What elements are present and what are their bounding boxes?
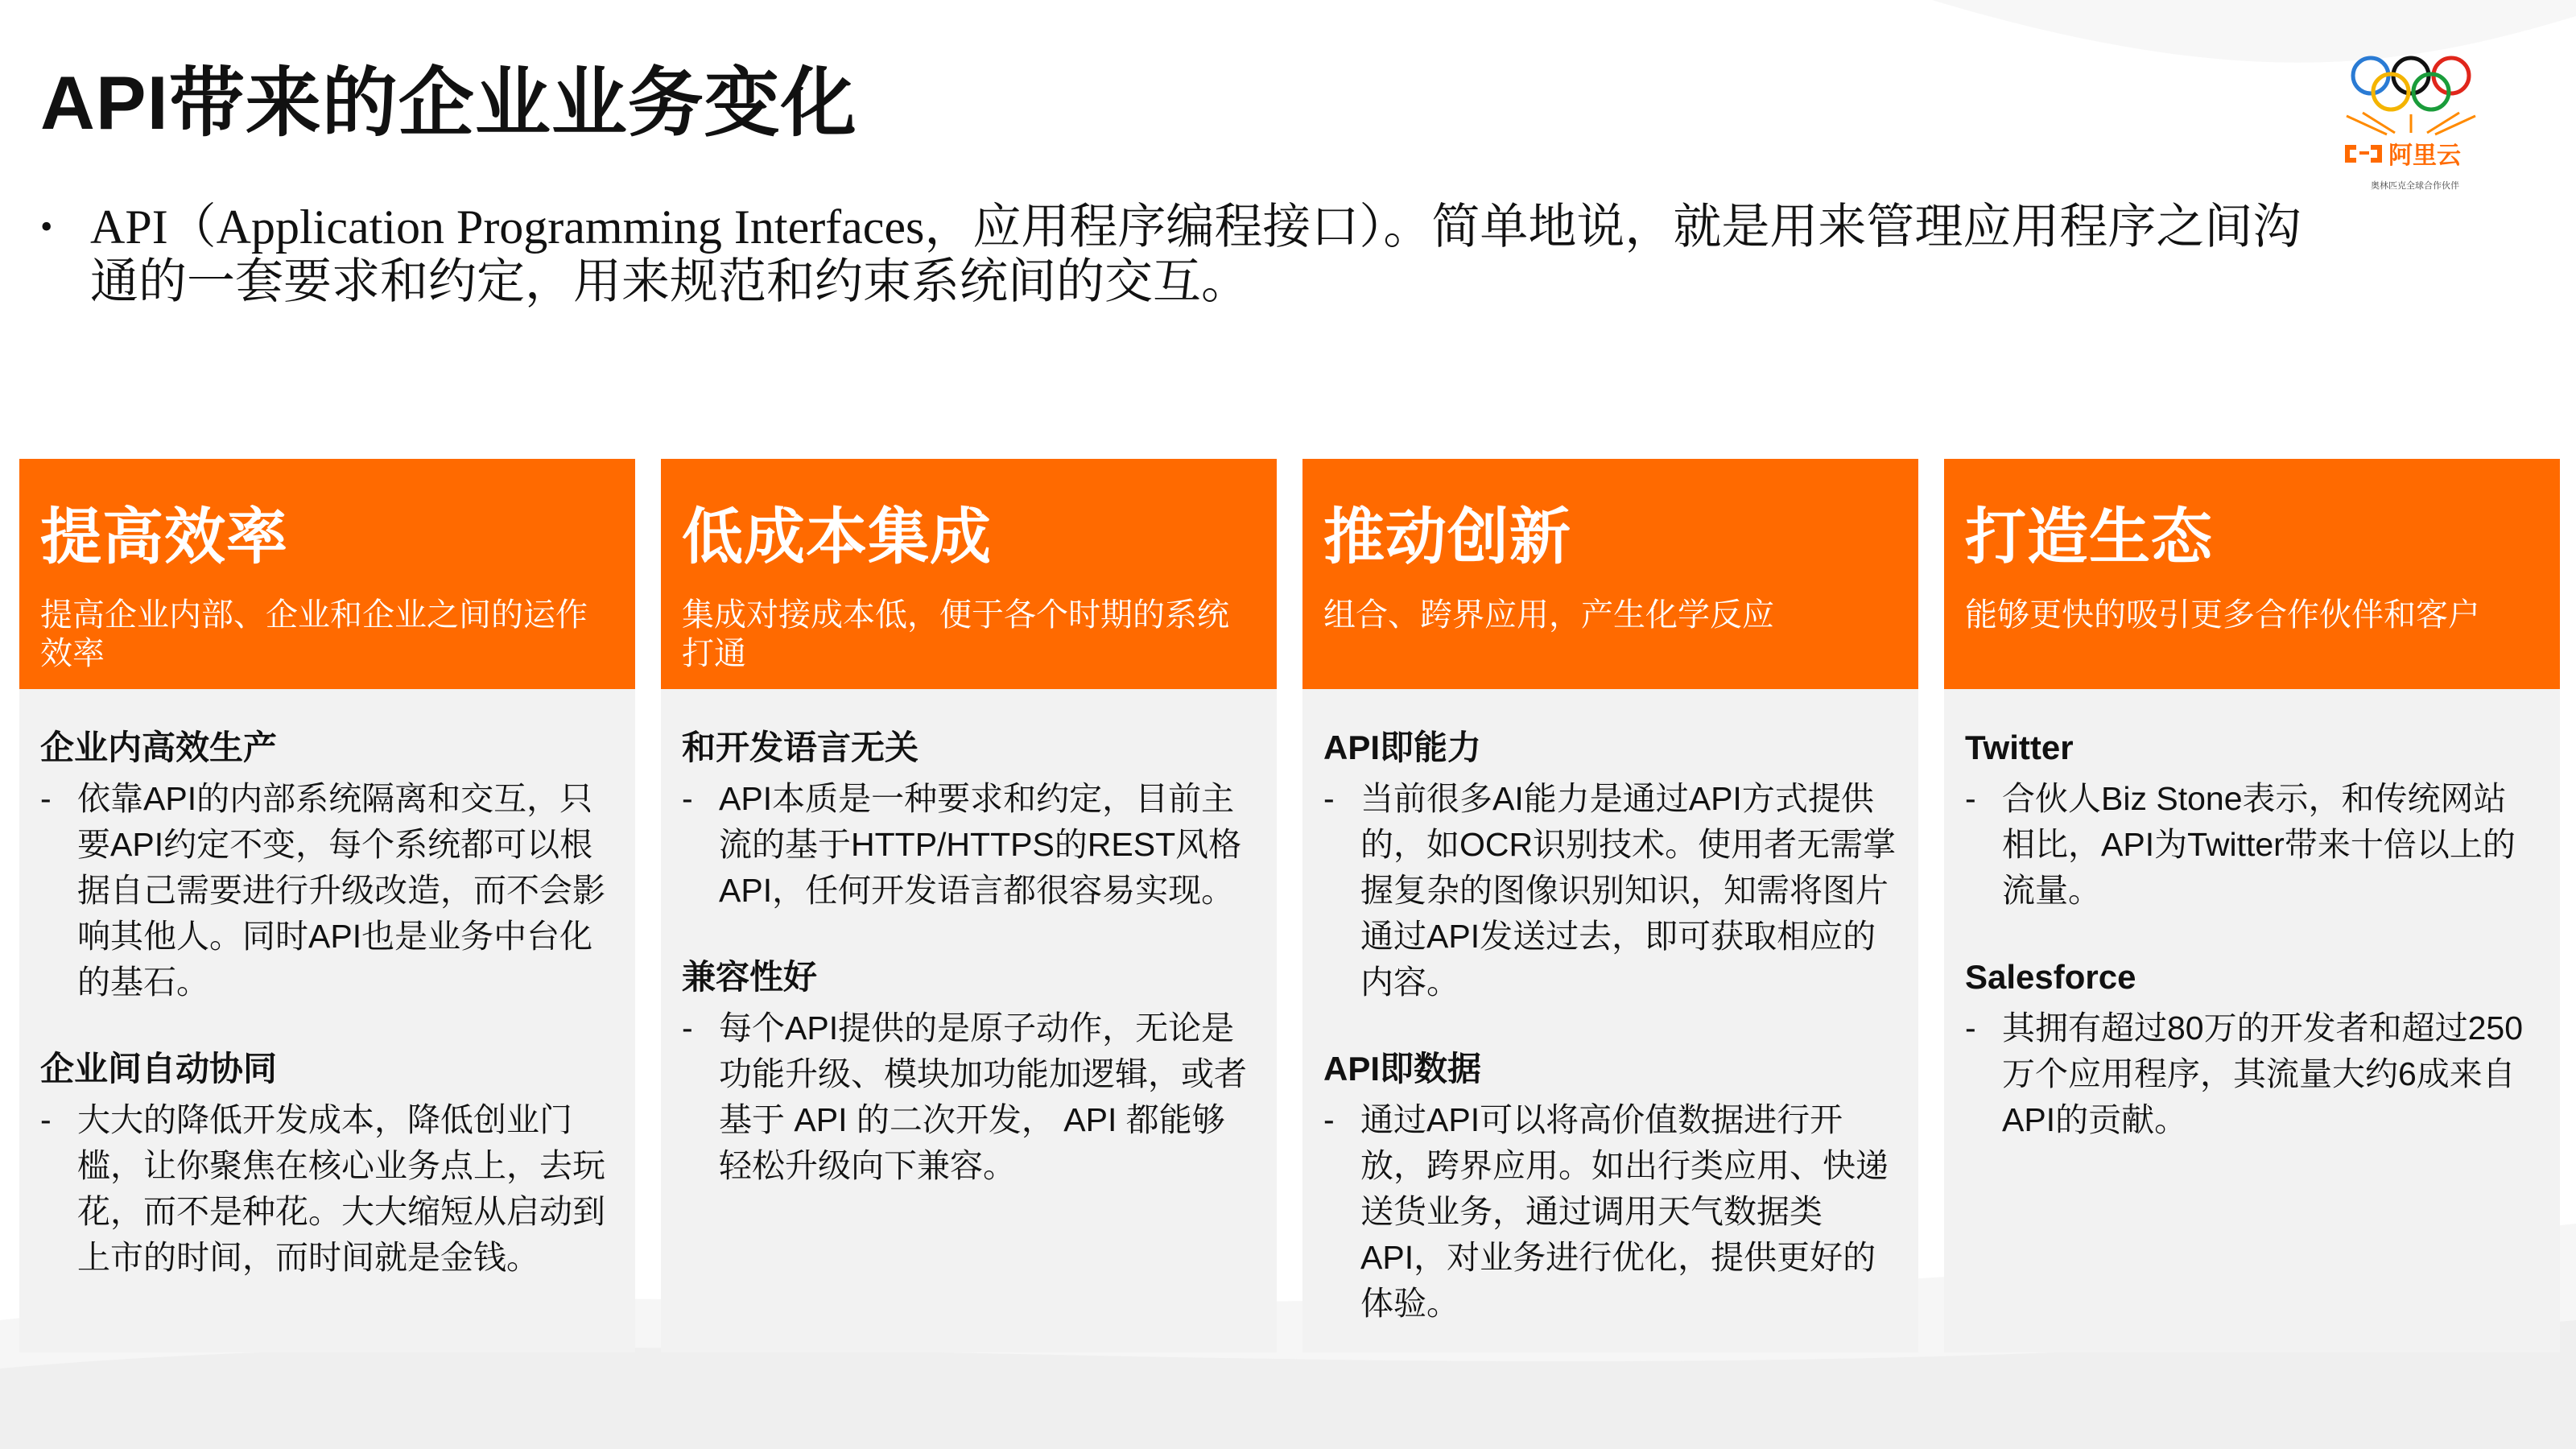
card-title: 推动创新: [1323, 503, 1571, 572]
card-low-cost-integration: [661, 459, 1277, 1352]
section-text: 通过API可以将高价值数据进行开放，跨界应用。如出行类应用、快递送货业务，通过调用天气数据类API，对业务进行优化，提供更好的体验。: [1360, 1101, 1889, 1322]
section-item: [1323, 1097, 1897, 1327]
intro-paragraph: [40, 200, 2343, 309]
section-item: [40, 776, 614, 1005]
dash-icon: -: [682, 780, 693, 817]
card-grid: [19, 459, 2557, 1352]
section-item: [682, 776, 1256, 914]
card-section: [1965, 724, 2539, 914]
dash-icon: -: [1323, 780, 1335, 817]
section-text: 其拥有超过80万的开发者和超过250万个应用程序，其流量大约6成来自API的贡献。: [2002, 1009, 2524, 1138]
section-heading: API即数据: [1323, 1050, 1482, 1088]
card-section: [1323, 724, 1897, 1005]
card-efficiency: [19, 459, 635, 1352]
dash-icon: -: [1323, 1101, 1335, 1138]
card-title: 打造生态: [1965, 503, 2213, 572]
section-heading: Salesforce: [1965, 958, 2136, 996]
logo-brand-text: 阿里云: [2388, 142, 2461, 170]
page-title: API带来的企业业务变化: [40, 60, 857, 145]
section-heading: 企业内高效生产: [40, 729, 278, 766]
section-text: 当前很多AI能力是通过API方式提供的，如OCR识别技术。使用者无需掌握复杂的图像识别知识，知需将图片通过API发送过去，即可获取相应的内容。: [1360, 780, 1897, 1001]
section-heading: API即能力: [1323, 729, 1482, 766]
dash-icon: -: [40, 780, 52, 817]
alibaba-cloud-olympic-logo: [2330, 50, 2524, 203]
section-text: 大大的降低开发成本，降低创业门槛，让你聚焦在核心业务点上，去玩花，而不是种花。大大缩短从启动到上市的时间，而时间就是金钱。: [77, 1101, 605, 1276]
section-item: [1965, 1005, 2539, 1143]
logo-tagline: 奥林匹克全球合作伙伴: [2371, 180, 2459, 191]
dash-icon: -: [1965, 780, 1976, 817]
card-subtitle: 集成对接成本低，便于各个时期的系统打通: [682, 597, 1229, 671]
card-subtitle: 能够更快的吸引更多合作伙伴和客户: [1965, 597, 2480, 633]
section-text: 依靠API的内部系统隔离和交互，只要API约定不变，每个系统都可以根据自己需要进行升级改造，而不会影响其他人。同时API也是业务中台化的基石。: [77, 780, 605, 1001]
section-item: [682, 1005, 1256, 1189]
card-innovation: [1302, 459, 1918, 1352]
intro-text: API（Application Programming Interfaces，应用程序编程接口）。简单地说，就是用来管理应用程序之间沟通的一套要求和约定，用来规范和约束系统间的交互。: [90, 200, 2301, 308]
card-body: [1302, 689, 1918, 1352]
card-ecosystem: [1944, 459, 2560, 1352]
bullet-icon: •: [40, 207, 53, 246]
section-item: [40, 1097, 614, 1281]
section-heading: 企业间自动协同: [40, 1050, 278, 1088]
section-item: [1965, 776, 2539, 914]
dash-icon: -: [1965, 1009, 1976, 1046]
card-title: 提高效率: [40, 503, 288, 572]
card-section: [682, 724, 1256, 914]
card-section: [40, 724, 614, 1005]
card-subtitle: 提高企业内部、企业和企业之间的运作效率: [40, 597, 588, 671]
card-subtitle: 组合、跨界应用，产生化学反应: [1323, 597, 1774, 633]
card-section: [1323, 1046, 1897, 1327]
section-heading: 兼容性好: [682, 958, 818, 996]
section-item: [1323, 776, 1897, 1005]
section-text: API本质是一种要求和约定，目前主流的基于HTTP/HTTPS的REST风格API，任何开发语言都很容易实现。: [719, 780, 1242, 909]
section-text: 每个API提供的是原子动作，无论是功能升级、模块加功能加逻辑，或者基于 API 的二次开发， API 都能够轻松升级向下兼容。: [719, 1009, 1247, 1184]
card-section: [682, 954, 1256, 1189]
section-heading: Twitter: [1965, 729, 2074, 766]
card-section: [40, 1046, 614, 1281]
section-text: 合伙人Biz Stone表示，和传统网站相比，API为Twitter带来十倍以上的流量。: [2002, 780, 2516, 909]
card-header: [661, 459, 1277, 689]
card-body: [661, 689, 1277, 1352]
dash-icon: -: [40, 1101, 52, 1138]
card-section: [1965, 954, 2539, 1143]
card-body: [1944, 689, 2560, 1352]
card-body: [19, 689, 635, 1352]
card-header: [1302, 459, 1918, 689]
card-header: [1944, 459, 2560, 689]
card-header: [19, 459, 635, 689]
card-title: 低成本集成: [682, 503, 992, 572]
dash-icon: -: [682, 1009, 693, 1046]
section-heading: 和开发语言无关: [682, 729, 919, 766]
